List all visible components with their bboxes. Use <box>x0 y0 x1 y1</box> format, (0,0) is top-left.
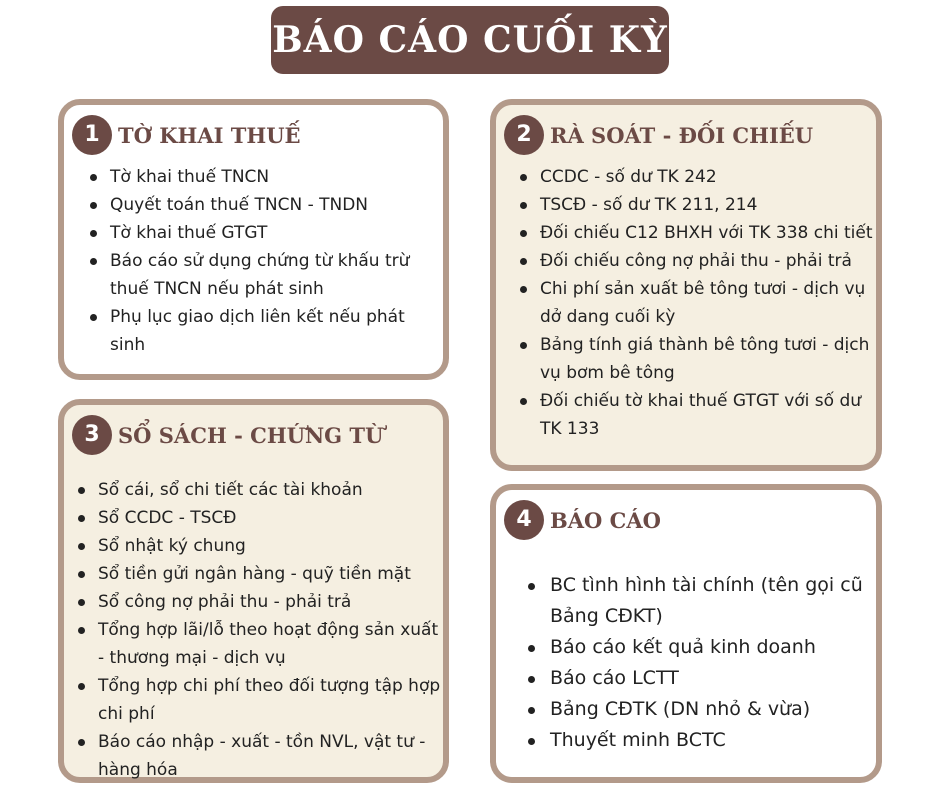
list-item: TSCĐ - số dư TK 211, 214 <box>512 191 876 219</box>
list-item: Bảng CĐTK (DN nhỏ & vừa) <box>520 694 870 725</box>
list-item: Đối chiếu công nợ phải thu - phải trả <box>512 247 876 275</box>
page-title: BÁO CÁO CUỐI KỲ <box>271 6 669 74</box>
section-list <box>512 163 876 443</box>
section-heading: BÁO CÁO <box>550 507 661 533</box>
list-item: Báo cáo sử dụng chứng từ khấu trừ thuế TNCN nếu phát sinh <box>82 247 432 303</box>
section-header <box>504 115 813 155</box>
section-card-tax-returns <box>58 99 449 380</box>
section-heading: RÀ SOÁT - ĐỐI CHIẾU <box>550 122 814 148</box>
list-item: Tờ khai thuế GTGT <box>82 219 432 247</box>
section-number-badge: 4 <box>504 500 544 540</box>
list-item: Đối chiếu tờ khai thuế GTGT với số dư TK 133 <box>512 387 876 443</box>
list-item: Tổng hợp chi phí theo đối tượng tập hợp chi phí <box>70 672 442 728</box>
list-item: BC tình hình tài chính (tên gọi cũ Bảng CĐKT) <box>520 570 870 632</box>
section-number-badge: 2 <box>504 115 544 155</box>
section-header <box>72 115 301 155</box>
section-header <box>72 415 383 455</box>
list-item: Bảng tính giá thành bê tông tươi - dịch vụ bơm bê tông <box>512 331 876 387</box>
section-card-review-reconcile <box>490 99 882 471</box>
section-heading: SỔ SÁCH - CHỨNG TỪ <box>118 422 384 448</box>
list-item: Sổ công nợ phải thu - phải trả <box>70 588 442 616</box>
section-list <box>82 163 432 359</box>
list-item: Phụ lục giao dịch liên kết nếu phát sinh <box>82 303 432 359</box>
section-heading: TỜ KHAI THUẾ <box>118 122 301 148</box>
list-item: Thuyết minh BCTC <box>520 725 870 756</box>
list-item: CCDC - số dư TK 242 <box>512 163 876 191</box>
list-item: Báo cáo kết quả kinh doanh <box>520 632 870 663</box>
list-item: Sổ CCDC - TSCĐ <box>70 504 442 532</box>
section-list <box>520 570 870 756</box>
section-number-badge: 1 <box>72 115 112 155</box>
list-item: Tờ khai thuế TNCN <box>82 163 432 191</box>
list-item: Đối chiếu C12 BHXH với TK 338 chi tiết <box>512 219 876 247</box>
section-list <box>70 476 442 784</box>
section-card-reports <box>490 484 882 783</box>
list-item: Chi phí sản xuất bê tông tươi - dịch vụ dở dang cuối kỳ <box>512 275 876 331</box>
list-item: Sổ nhật ký chung <box>70 532 442 560</box>
list-item: Báo cáo nhập - xuất - tồn NVL, vật tư - hàng hóa <box>70 728 442 784</box>
list-item: Tổng hợp lãi/lỗ theo hoạt động sản xuất - thương mại - dịch vụ <box>70 616 442 672</box>
list-item: Báo cáo LCTT <box>520 663 870 694</box>
list-item: Sổ cái, sổ chi tiết các tài khoản <box>70 476 442 504</box>
list-item: Quyết toán thuế TNCN - TNDN <box>82 191 432 219</box>
section-header <box>504 500 661 540</box>
section-number-badge: 3 <box>72 415 112 455</box>
section-card-books-documents <box>58 399 449 783</box>
list-item: Sổ tiền gửi ngân hàng - quỹ tiền mặt <box>70 560 442 588</box>
